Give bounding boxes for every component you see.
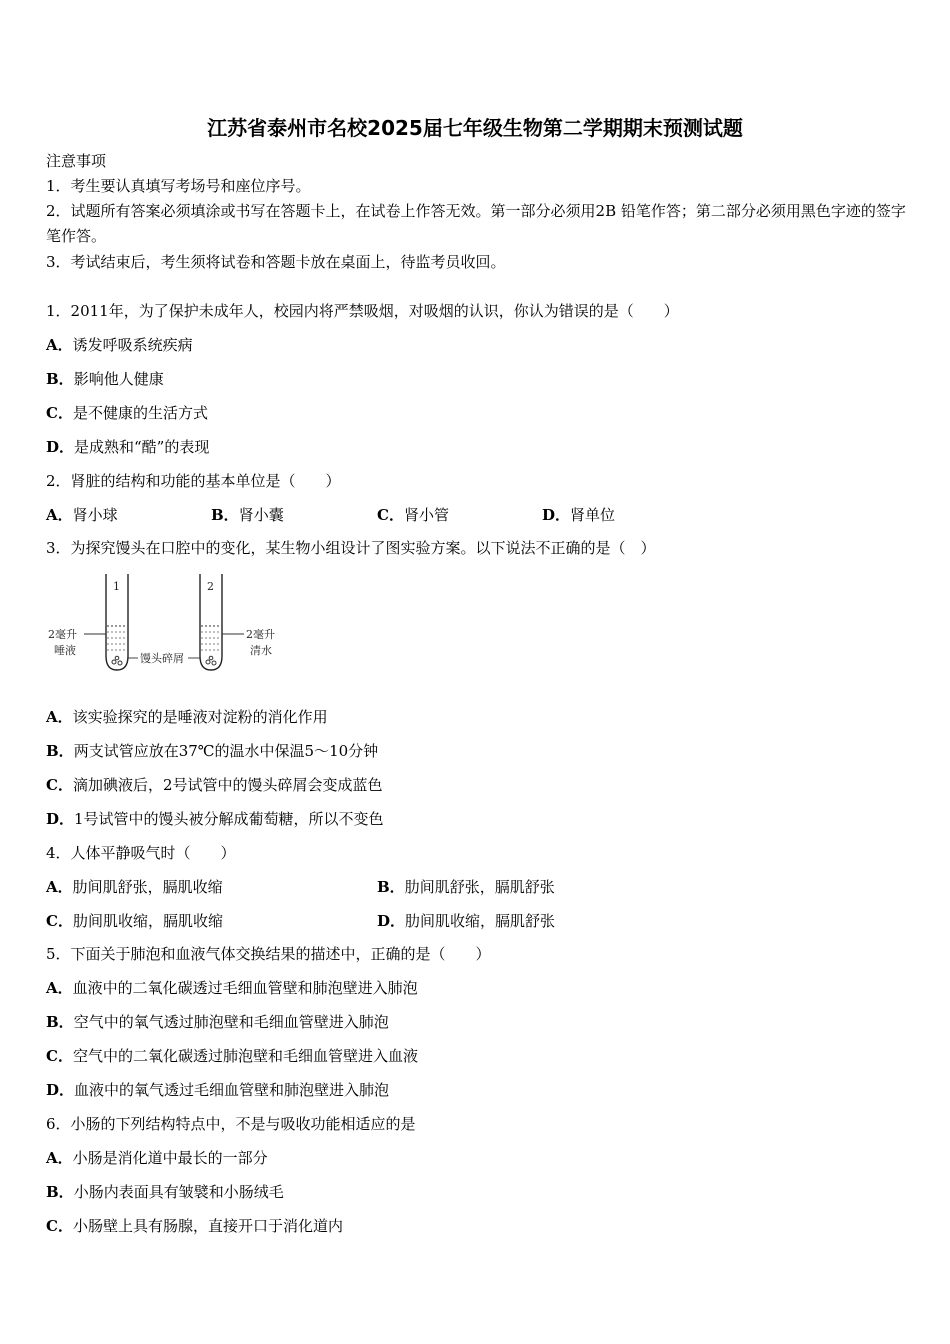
question-1-stem: 1．2011年，为了保护未成年人，校园内将严禁吸烟，对吸烟的认识，你认为错误的是（ ） xyxy=(46,302,679,320)
question-1-option-c xyxy=(46,404,208,422)
option-label: C． xyxy=(46,1217,73,1235)
question-1-option-d xyxy=(46,438,209,456)
option-text: 肾单位 xyxy=(570,506,616,524)
left-label-volume: 2毫升 xyxy=(48,628,77,641)
option-label: C． xyxy=(377,506,404,524)
option-text: 1号试管中的馒头被分解成葡萄糖，所以不变色 xyxy=(74,810,384,828)
question-5-option-b xyxy=(46,1013,389,1031)
option-text: 肾小囊 xyxy=(238,506,284,524)
middle-label-bread: 馒头碎屑 xyxy=(140,652,184,665)
question-5-option-d xyxy=(46,1081,389,1099)
question-4-stem: 4．人体平静吸气时（ ） xyxy=(46,844,236,862)
exam-title: 江苏省泰州市名校2025届七年级生物第二学期期末预测试题 xyxy=(207,116,743,140)
option-label: B． xyxy=(211,506,239,524)
notice-heading: 注意事项 xyxy=(46,152,107,170)
right-label-volume: 2毫升 xyxy=(246,628,275,641)
question-6-stem: 6．小肠的下列结构特点中，不是与吸收功能相适应的是 xyxy=(46,1115,416,1133)
left-label-saliva: 唾液 xyxy=(54,644,76,657)
question-4-option-d xyxy=(377,912,555,930)
option-text: 肾小球 xyxy=(72,506,118,524)
option-label: C． xyxy=(46,912,73,930)
question-2-option-c xyxy=(377,506,449,524)
option-label: B． xyxy=(46,1183,74,1201)
option-label: B． xyxy=(377,878,405,896)
question-2-option-d xyxy=(542,506,615,524)
option-label: D． xyxy=(377,912,406,930)
option-text: 该实验探究的是唾液对淀粉的消化作用 xyxy=(72,708,328,726)
tube-1-label: 1 xyxy=(113,580,120,593)
option-label: A． xyxy=(46,979,73,997)
option-text: 肋间肌收缩，膈肌收缩 xyxy=(72,912,223,930)
option-text: 肾小管 xyxy=(403,506,449,524)
right-label-water: 清水 xyxy=(250,644,272,657)
question-2-option-a xyxy=(46,506,118,524)
option-label: B． xyxy=(46,1013,74,1031)
question-5-option-c xyxy=(46,1047,418,1065)
notice-item: 2．试题所有答案必须填涂或书写在答题卡上，在试卷上作答无效。第一部分必须用2B 铅笔作答；第二部分必须用黑色字迹的签字笔作答。 xyxy=(46,202,906,245)
option-label: A． xyxy=(46,336,73,354)
option-label: B． xyxy=(46,742,74,760)
option-text: 肋间肌收缩，膈肌舒张 xyxy=(405,912,556,930)
test-tube-figure xyxy=(44,568,294,678)
option-label: D． xyxy=(46,438,75,456)
option-text: 小肠壁上具有肠腺，直接开口于消化道内 xyxy=(72,1217,343,1235)
question-6-option-a xyxy=(46,1149,268,1167)
question-4-option-b xyxy=(377,878,555,896)
option-label: B． xyxy=(46,370,74,388)
option-text: 空气中的氧气透过肺泡壁和毛细血管壁进入肺泡 xyxy=(73,1013,389,1031)
question-1-option-b xyxy=(46,370,164,388)
question-3-option-c xyxy=(46,776,383,794)
notice-item: 1．考生要认真填写考场号和座位序号。 xyxy=(46,177,311,195)
option-label: A． xyxy=(46,878,73,896)
question-4-option-c xyxy=(46,912,223,930)
option-text: 血液中的二氧化碳透过毛细血管壁和肺泡壁进入肺泡 xyxy=(72,979,418,997)
option-text: 诱发呼吸系统疾病 xyxy=(72,336,193,354)
tube-2-label: 2 xyxy=(207,580,214,593)
option-label: A． xyxy=(46,708,73,726)
question-3-option-d xyxy=(46,810,384,828)
option-text: 滴加碘液后，2号试管中的馒头碎屑会变成蓝色 xyxy=(72,776,383,794)
question-4-option-a xyxy=(46,878,223,896)
option-text: 是不健康的生活方式 xyxy=(72,404,208,422)
question-6-option-b xyxy=(46,1183,284,1201)
option-text: 小肠是消化道中最长的一部分 xyxy=(72,1149,268,1167)
option-text: 是成熟和“酷”的表现 xyxy=(74,438,210,456)
option-label: A． xyxy=(46,1149,73,1167)
notice-item: 3．考试结束后，考生须将试卷和答题卡放在桌面上，待监考员收回。 xyxy=(46,253,506,271)
option-text: 两支试管应放在37℃的温水中保温5～10分钟 xyxy=(73,742,379,760)
option-label: C． xyxy=(46,776,73,794)
question-1-option-a xyxy=(46,336,193,354)
option-text: 影响他人健康 xyxy=(73,370,164,388)
option-label: C． xyxy=(46,1047,73,1065)
option-label: C． xyxy=(46,404,73,422)
option-text: 肋间肌舒张，膈肌舒张 xyxy=(404,878,555,896)
question-2-option-b xyxy=(211,506,284,524)
question-5-stem: 5．下面关于肺泡和血液气体交换结果的描述中，正确的是（ ） xyxy=(46,945,491,963)
question-2-stem: 2．肾脏的结构和功能的基本单位是（ ） xyxy=(46,472,341,490)
option-text: 血液中的氧气透过毛细血管壁和肺泡壁进入肺泡 xyxy=(74,1081,390,1099)
option-label: D． xyxy=(46,1081,75,1099)
question-3-stem: 3．为探究馒头在口腔中的变化，某生物小组设计了图实验方案。以下说法不正确的是（ ） xyxy=(46,539,656,557)
option-label: D． xyxy=(542,506,571,524)
question-6-option-c xyxy=(46,1217,343,1235)
question-3-option-a xyxy=(46,708,328,726)
option-label: A． xyxy=(46,506,73,524)
question-5-option-a xyxy=(46,979,418,997)
option-text: 肋间肌舒张，膈肌收缩 xyxy=(72,878,223,896)
question-3-option-b xyxy=(46,742,378,760)
option-text: 小肠内表面具有皱襞和小肠绒毛 xyxy=(73,1183,284,1201)
option-text: 空气中的二氧化碳透过肺泡壁和毛细血管壁进入血液 xyxy=(72,1047,418,1065)
option-label: D． xyxy=(46,810,75,828)
